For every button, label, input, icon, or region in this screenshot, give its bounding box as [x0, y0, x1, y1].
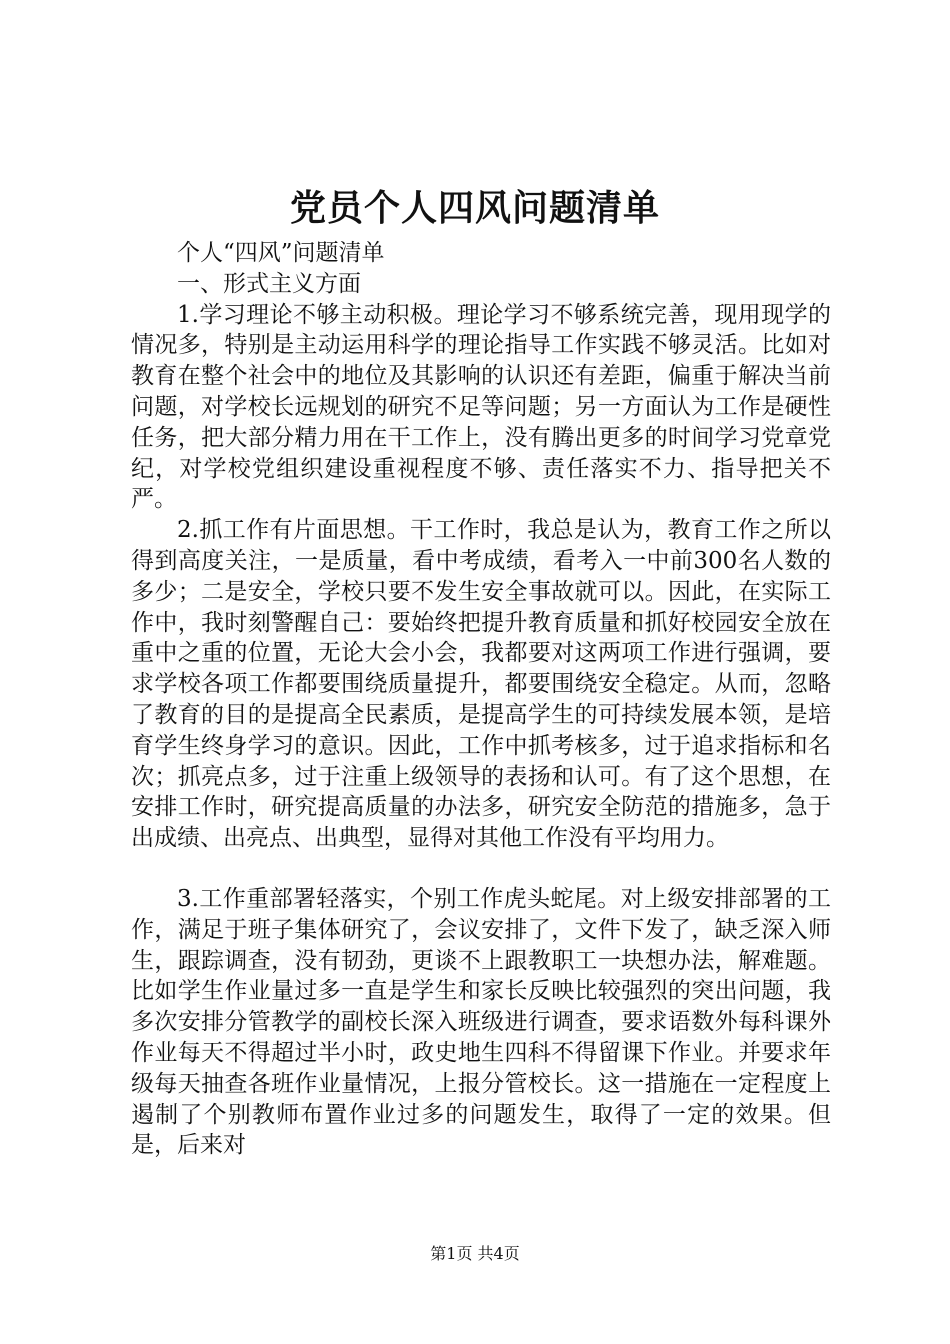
paragraph-2: 2.抓工作有片面思想。干工作时，我总是认为，教育工作之所以得到高度关注，一是质量，看中考成绩，看考入一中前300名人数的多少；二是安全，学校只要不发生安全事故就可以。因此，在实际工作中，我时刻警醒自己：要始终把提升教育质量和抓好校园安全放在重中之重的位置，无论大会小会，我都要对这两项工作进行强调，要求学校各项工作都要围绕质量提升，都要围绕安全稳定。从而，忽略了教育的目的是提高全民素质，是提高学生的可持续发展本领，是培育学生终身学习的意识。因此，工作中抓考核多，过于追求指标和名次；抓亮点多，过于注重上级领导的表扬和认可。有了这个思想，在安排工作时，研究提高质量的办法多，研究安全防范的措施多，急于出成绩、出亮点、出典型，显得对其他工作没有平均用力。: [131, 517, 831, 852]
paragraph-3: 3.工作重部署轻落实，个别工作虎头蛇尾。对上级安排部署的工作，满足于班子集体研究了，会议安排了，文件下发了，缺乏深入师生，跟踪调查，没有韧劲，更谈不上跟教职工一块想办法，解难题。比如学生作业量过多一直是学生和家长反映比较强烈的突出问题，我多次安排分管教学的副校长深入班级进行调查，要求语数外每科课外作业每天不得超过半小时，政史地生四科不得留课下作业。并要求年级每天抽查各班作业量情况，上报分管校长。这一措施在一定程度上遏制了个别教师布置作业过多的问题发生，取得了一定的效果。但是，后来对: [131, 885, 831, 1159]
paragraph-1: 1.学习理论不够主动积极。理论学习不够系统完善，现用现学的情况多，特别是主动运用科学的理论指导工作实践不够灵活。比如对教育在整个社会中的地位及其影响的认识还有差距，偏重于解决当前问题，对学校长远规划的研究不足等问题；另一方面认为工作是硬性任务，把大部分精力用在干工作上，没有腾出更多的时间学习党章党纪，对学校党组织建设重视程度不够、责任落实不力、指导把关不严。: [131, 301, 831, 513]
paragraph-gap: [131, 854, 831, 884]
document-title: 党员个人四风问题清单: [289, 187, 660, 229]
subtitle: 个人“四风”问题清单: [177, 240, 385, 266]
page-footer: 第1页 共4页: [430, 1244, 520, 1263]
section-heading: 一、形式主义方面: [177, 270, 361, 297]
document-body: [131, 238, 831, 1161]
